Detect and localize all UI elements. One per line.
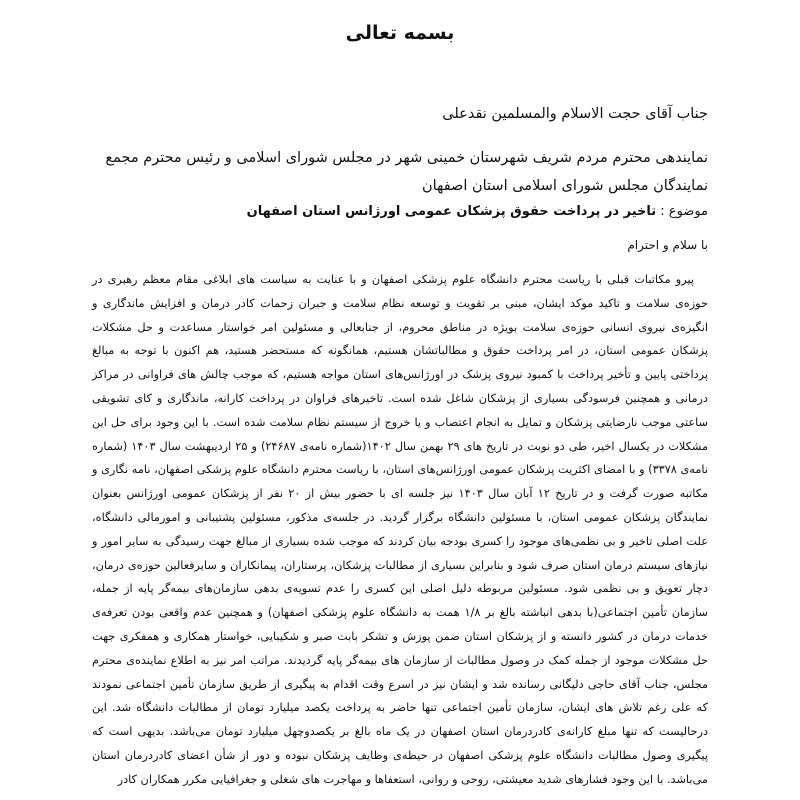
addressee-name: جناب آقای حجت الاسلام والمسلمین نقدعلی (442, 106, 708, 122)
greeting: با سلام و احترام (627, 238, 708, 252)
subject-text: تاخیر در پرداخت حقوق پزشکان عمومی اورژانس استان اصفهان (246, 204, 657, 219)
letter-body: پیرو مکاتبات قبلی با ریاست محترم دانشگاه علوم پزشکی اصفهان و با عنایت به سیاست های ابلاغی مقام معظم رهبری در حوزه‌ی سلامت و تاکید موکد ایشان، مبنی بر تقویت و توسعه نظام سلامت و جبران زحمات کادر درمان و افزایش ماندگاری و انگیزه‌ی نیروی انسانی حوزه‌ی سلامت بویژه در مناطق محروم، از جنابعالی و مسئولین امر خواستار مساعدت و حل مشکلات پزشکان عمومی استان، در امر پرداخت حقوق و مطالباتشان هستیم، همانگونه که مستحضر هستید، هم اکنون با توجه به مبالغ پرداختی پایین و تأخیر پرداخت با کمبود نیروی پزشک در اورژانس‌های استان مواجه هستیم، که موجب چالش های فراوانی در مراکز درمانی و همچنین فرسودگی بسیاری از پزشکان شاغل شده است. تاخیرهای فراوان در پرداخت کارانه، ماندگاری و کای تشویقی ساعتی موجب نارضایتی پزشکان و تمایل به انجام اعتصاب و یا خروج از سیستم نظام سلامت شده است. با این وجود برای حل این مشکلات در یکسال اخیر، طی دو نوبت در تاریخ های ۲۹ بهمن سال ۱۴۰۲(شماره نامه‌ی ۲۴۶۸۷) و ۲۵ اردیبهشت سال ۱۴۰۳ (شماره نامه‌ی ۳۳۷۸) و با امضای اکثریت پزشکان عمومی اورژانس‌های استان، با ریاست محترم دانشگاه علوم پزشکی اصفهان، نامه نگاری و مکاتبه صورت گرفت و در تاریخ ۱۲ آبان سال ۱۴۰۳ نیز جلسه ای با حضور بیش از ۲۰ نفر از پزشکان عمومی اورژانس بعنوان نمایندگان پزشکان عمومی استان، با مسئولین دانشگاه برگزار گردید. در جلسه‌ی مذکور، مسئولین پشتیبانی و امورمالی دانشگاه، علت اصلی تاخیر و بی نظمی‌های موجود را کسری بودجه بیان کردند که موجب شده بسیاری از مبالغ جهت رسیدگی به سایر امور و نیازهای سیستم درمان استان صرف شود و بنابراین بسیاری از مطالبات پزشکان، پرستاران، پیمانکاران و سایرفعالین حوزه‌ی درمان، دچار تعویق و بی نظمی شود. مسئولین مربوطه دلیل اصلی این کسری را عدم تسویه‌ی بدهی سازمان‌های بیمه‌گر پایه از جمله، سازمان تأمین اجتماعی(با بدهی انباشته بالغ بر ۱/۸ همت به دانشگاه علوم پزشکی اصفهان) و همچنین عدم واقعی بودن تعرفه‌ی خدمات درمان در کشور دانسته و از پزشکان استان ضمن پوزش و تشکر بابت صبر و شکیبایی، خواستار همکاری و همفکری جهت حل مشکلات موجود از جمله کمک در وصول مطالبات از سازمان های بیمه‌گر پایه گردیدند. مراتب امر نیز به اطلاع نماینده‌ی محترم مجلس، جناب آقای حاجی دلیگانی رسانده شد و ایشان نیز در اسرع وقت اقدام به پیگیری از طریق سازمان تأمین اجتماعی نمودند که علی رغم تلاش های ایشان، سازمان تأمین اجتماعی تنها حاضر به پرداخت یکصد میلیارد تومان از مطالبات دانشگاه شد. این درحالیست که تنها مبلغ کارانه‌ی کادردرمان استان اصفهان در یک ماه بالغ بر یکصدوچهل میلیارد تومان می‌باشد. بدیهی است که پیگیری وصول مطالبات دانشگاه علوم پزشکی اصفهان در حیطه‌ی وظایف پزشکان نبوده و دور از شأن اعضای کادردرمان استان می‌باشد. با این وجود فشارهای شدید معیشتی، روحی و روانی، استعفاها و مهاجرت های شغلی و جغرافیایی مکرر همکاران کادر (92, 273, 709, 786)
subject-line (68, 204, 708, 219)
letter-heading: بسمه تعالی (345, 22, 455, 44)
subject-label: موضوع : (660, 204, 708, 219)
addressee-title: نمایندهی محترم مردم شریف شهرستان خمینی شهر در مجلس شورای اسلامی و رئیس محترم مجمع نمایندگان مجلس شورای اسلامی استان اصفهان (105, 150, 708, 194)
